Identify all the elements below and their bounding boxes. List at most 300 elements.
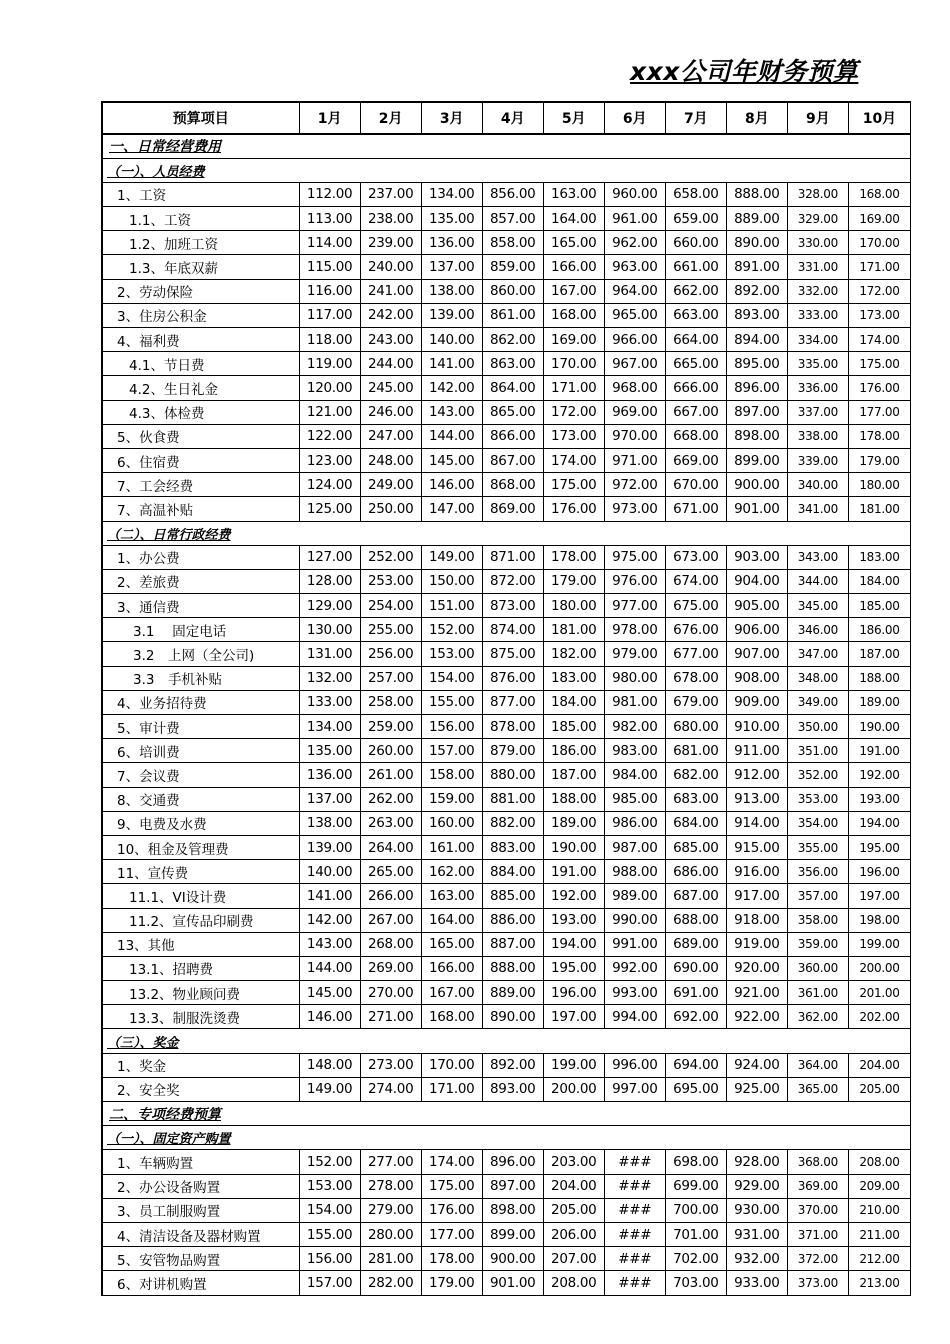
month-value: 675.00 xyxy=(665,594,726,618)
item-label: 2、劳动保险 xyxy=(102,279,299,303)
month-value: 194.00 xyxy=(543,932,604,956)
table-row xyxy=(102,956,911,980)
month-value: 867.00 xyxy=(482,448,543,472)
month-value: 970.00 xyxy=(604,424,665,448)
month-value: 155.00 xyxy=(299,1222,360,1246)
month-value: 190.00 xyxy=(848,715,910,739)
month-value: 161.00 xyxy=(421,835,482,859)
item-label: 3.1 固定电话 xyxy=(102,618,299,642)
subsection-row xyxy=(102,1126,911,1150)
month-value: 131.00 xyxy=(299,642,360,666)
month-value: 176.00 xyxy=(543,497,604,521)
month-value: 893.00 xyxy=(482,1077,543,1101)
month-value: 257.00 xyxy=(360,666,421,690)
month-value: 146.00 xyxy=(299,1005,360,1029)
month-value: 178.00 xyxy=(421,1247,482,1271)
month-value: 996.00 xyxy=(604,1053,665,1077)
item-label: 7、会议费 xyxy=(102,763,299,787)
month-value: 359.00 xyxy=(787,932,848,956)
month-value: 140.00 xyxy=(299,860,360,884)
month-value: 150.00 xyxy=(421,569,482,593)
month-value: 184.00 xyxy=(848,569,910,593)
month-value: 906.00 xyxy=(726,618,787,642)
month-value: 171.00 xyxy=(543,376,604,400)
month-value: 992.00 xyxy=(604,956,665,980)
month-value: 987.00 xyxy=(604,835,665,859)
month-value: 368.00 xyxy=(787,1150,848,1174)
month-value: 163.00 xyxy=(543,182,604,206)
month-value: 282.00 xyxy=(360,1271,421,1295)
month-value: 689.00 xyxy=(665,932,726,956)
month-value: 118.00 xyxy=(299,328,360,352)
month-value: 189.00 xyxy=(543,811,604,835)
month-value: 184.00 xyxy=(543,690,604,714)
month-value: 205.00 xyxy=(543,1198,604,1222)
col-header: 1月 xyxy=(299,102,360,134)
month-value: 979.00 xyxy=(604,642,665,666)
month-value: 673.00 xyxy=(665,545,726,569)
month-value: 684.00 xyxy=(665,811,726,835)
month-value: 900.00 xyxy=(726,473,787,497)
month-value: 973.00 xyxy=(604,497,665,521)
month-value: 694.00 xyxy=(665,1053,726,1077)
month-value: 145.00 xyxy=(299,981,360,1005)
table-row xyxy=(102,448,911,472)
month-value: 899.00 xyxy=(726,448,787,472)
month-value: 931.00 xyxy=(726,1222,787,1246)
table-row xyxy=(102,618,911,642)
month-value: 149.00 xyxy=(421,545,482,569)
month-value: 205.00 xyxy=(848,1077,910,1101)
month-value: 663.00 xyxy=(665,303,726,327)
item-label: 13.1、招聘费 xyxy=(102,956,299,980)
month-value: 266.00 xyxy=(360,884,421,908)
month-value: 878.00 xyxy=(482,715,543,739)
month-value: 128.00 xyxy=(299,569,360,593)
month-value: 179.00 xyxy=(421,1271,482,1295)
table-row xyxy=(102,497,911,521)
month-value: 254.00 xyxy=(360,594,421,618)
item-label: 2、安全奖 xyxy=(102,1077,299,1101)
item-label: 13.3、制服洗烫费 xyxy=(102,1005,299,1029)
month-value: 963.00 xyxy=(604,255,665,279)
month-value: 985.00 xyxy=(604,787,665,811)
item-label: 2、办公设备购置 xyxy=(102,1174,299,1198)
month-value: 984.00 xyxy=(604,763,665,787)
col-header: 3月 xyxy=(421,102,482,134)
month-value: 889.00 xyxy=(482,981,543,1005)
month-value: 252.00 xyxy=(360,545,421,569)
month-value: 658.00 xyxy=(665,182,726,206)
month-value: 127.00 xyxy=(299,545,360,569)
month-value: 147.00 xyxy=(421,497,482,521)
month-value: 917.00 xyxy=(726,884,787,908)
table-row xyxy=(102,642,911,666)
table-row xyxy=(102,545,911,569)
table-row xyxy=(102,231,911,255)
month-value: 898.00 xyxy=(726,424,787,448)
month-value: 187.00 xyxy=(848,642,910,666)
month-value: 112.00 xyxy=(299,182,360,206)
month-value: 887.00 xyxy=(482,932,543,956)
month-value: 157.00 xyxy=(421,739,482,763)
table-row xyxy=(102,1174,911,1198)
month-value: 113.00 xyxy=(299,207,360,231)
month-value: 245.00 xyxy=(360,376,421,400)
item-label: 6、对讲机购置 xyxy=(102,1271,299,1295)
month-value: 891.00 xyxy=(726,255,787,279)
month-value: 910.00 xyxy=(726,715,787,739)
table-row xyxy=(102,835,911,859)
subsection-label: （一）、人员经费 xyxy=(102,158,911,182)
month-value: 700.00 xyxy=(665,1198,726,1222)
month-value: 901.00 xyxy=(726,497,787,521)
month-value: 690.00 xyxy=(665,956,726,980)
month-value: 124.00 xyxy=(299,473,360,497)
month-value: 164.00 xyxy=(543,207,604,231)
col-header: 2月 xyxy=(360,102,421,134)
month-value: 194.00 xyxy=(848,811,910,835)
month-value: 241.00 xyxy=(360,279,421,303)
month-value: 239.00 xyxy=(360,231,421,255)
month-value: 337.00 xyxy=(787,400,848,424)
month-value: 921.00 xyxy=(726,981,787,1005)
table-row xyxy=(102,352,911,376)
month-value: 244.00 xyxy=(360,352,421,376)
month-value: 249.00 xyxy=(360,473,421,497)
month-value: 339.00 xyxy=(787,448,848,472)
month-value: 270.00 xyxy=(360,981,421,1005)
month-value: 932.00 xyxy=(726,1247,787,1271)
month-value: 258.00 xyxy=(360,690,421,714)
month-value: 172.00 xyxy=(848,279,910,303)
month-value: 897.00 xyxy=(482,1174,543,1198)
month-value: 156.00 xyxy=(421,715,482,739)
month-value: 898.00 xyxy=(482,1198,543,1222)
month-value: 687.00 xyxy=(665,884,726,908)
item-label: 4.2、生日礼金 xyxy=(102,376,299,400)
month-value: 165.00 xyxy=(421,932,482,956)
month-value: 155.00 xyxy=(421,690,482,714)
month-value: 176.00 xyxy=(848,376,910,400)
month-value: 142.00 xyxy=(299,908,360,932)
month-value: 175.00 xyxy=(848,352,910,376)
month-value: 142.00 xyxy=(421,376,482,400)
month-value: 208.00 xyxy=(543,1271,604,1295)
month-value: 961.00 xyxy=(604,207,665,231)
month-value: 168.00 xyxy=(848,182,910,206)
month-value: 866.00 xyxy=(482,424,543,448)
month-value: 174.00 xyxy=(421,1150,482,1174)
month-value: 269.00 xyxy=(360,956,421,980)
month-value: 192.00 xyxy=(848,763,910,787)
month-value: 192.00 xyxy=(543,884,604,908)
month-value: 888.00 xyxy=(482,956,543,980)
month-value: 148.00 xyxy=(299,1053,360,1077)
item-label: 1、车辆购置 xyxy=(102,1150,299,1174)
month-value: 922.00 xyxy=(726,1005,787,1029)
month-value: 117.00 xyxy=(299,303,360,327)
table-row xyxy=(102,182,911,206)
month-value: 364.00 xyxy=(787,1053,848,1077)
month-value: 125.00 xyxy=(299,497,360,521)
month-value: 200.00 xyxy=(848,956,910,980)
month-value: 193.00 xyxy=(848,787,910,811)
month-value: 899.00 xyxy=(482,1222,543,1246)
month-value: 336.00 xyxy=(787,376,848,400)
month-value: 896.00 xyxy=(482,1150,543,1174)
month-value: 908.00 xyxy=(726,666,787,690)
month-value: 859.00 xyxy=(482,255,543,279)
month-value: 268.00 xyxy=(360,932,421,956)
month-value: 191.00 xyxy=(543,860,604,884)
page-title: xxx公司年财务预算 xyxy=(630,57,859,86)
month-value: 972.00 xyxy=(604,473,665,497)
month-value: 352.00 xyxy=(787,763,848,787)
month-value: 207.00 xyxy=(543,1247,604,1271)
month-value: 193.00 xyxy=(543,908,604,932)
month-value: 348.00 xyxy=(787,666,848,690)
table-row xyxy=(102,207,911,231)
month-value: 874.00 xyxy=(482,618,543,642)
month-value: 919.00 xyxy=(726,932,787,956)
month-value: 240.00 xyxy=(360,255,421,279)
month-value: 191.00 xyxy=(848,739,910,763)
month-value: 971.00 xyxy=(604,448,665,472)
month-value: 238.00 xyxy=(360,207,421,231)
month-value: 993.00 xyxy=(604,981,665,1005)
month-value: 181.00 xyxy=(848,497,910,521)
month-value: 174.00 xyxy=(543,448,604,472)
month-value: 248.00 xyxy=(360,448,421,472)
col-header: 5月 xyxy=(543,102,604,134)
month-value: 680.00 xyxy=(665,715,726,739)
month-value: 170.00 xyxy=(543,352,604,376)
month-value: 154.00 xyxy=(421,666,482,690)
month-value: 188.00 xyxy=(848,666,910,690)
table-row xyxy=(102,594,911,618)
table-row xyxy=(102,787,911,811)
table-row xyxy=(102,255,911,279)
month-value: 686.00 xyxy=(665,860,726,884)
month-value: 361.00 xyxy=(787,981,848,1005)
month-value: 676.00 xyxy=(665,618,726,642)
month-value: 879.00 xyxy=(482,739,543,763)
month-value: 881.00 xyxy=(482,787,543,811)
month-value: 994.00 xyxy=(604,1005,665,1029)
month-value: 912.00 xyxy=(726,763,787,787)
month-value: 170.00 xyxy=(421,1053,482,1077)
month-value: 903.00 xyxy=(726,545,787,569)
table-row xyxy=(102,1077,911,1101)
item-label: 5、伙食费 xyxy=(102,424,299,448)
month-value: 860.00 xyxy=(482,279,543,303)
month-value: 211.00 xyxy=(848,1222,910,1246)
month-value: 925.00 xyxy=(726,1077,787,1101)
month-value: 983.00 xyxy=(604,739,665,763)
month-value: 180.00 xyxy=(543,594,604,618)
month-value: 157.00 xyxy=(299,1271,360,1295)
table-row xyxy=(102,328,911,352)
section-label: 一、日常经营费用 xyxy=(102,134,911,158)
month-value: 334.00 xyxy=(787,328,848,352)
month-value: 916.00 xyxy=(726,860,787,884)
month-value: 159.00 xyxy=(421,787,482,811)
month-value: ### xyxy=(604,1271,665,1295)
month-value: 933.00 xyxy=(726,1271,787,1295)
month-value: 172.00 xyxy=(543,400,604,424)
month-value: 167.00 xyxy=(421,981,482,1005)
month-value: 872.00 xyxy=(482,569,543,593)
month-value: 136.00 xyxy=(299,763,360,787)
month-value: 894.00 xyxy=(726,328,787,352)
table-row xyxy=(102,981,911,1005)
subsection-label: （三）、奖金 xyxy=(102,1029,911,1053)
month-value: 250.00 xyxy=(360,497,421,521)
month-value: 353.00 xyxy=(787,787,848,811)
month-value: 914.00 xyxy=(726,811,787,835)
month-value: 187.00 xyxy=(543,763,604,787)
item-label: 3.2 上网（全公司) xyxy=(102,642,299,666)
month-value: 171.00 xyxy=(421,1077,482,1101)
item-label: 11.2、宣传品印刷费 xyxy=(102,908,299,932)
item-label: 1.1、工资 xyxy=(102,207,299,231)
month-value: 182.00 xyxy=(543,642,604,666)
month-value: 679.00 xyxy=(665,690,726,714)
table-row xyxy=(102,376,911,400)
item-label: 1、奖金 xyxy=(102,1053,299,1077)
month-value: 262.00 xyxy=(360,787,421,811)
month-value: 137.00 xyxy=(421,255,482,279)
month-value: 152.00 xyxy=(299,1150,360,1174)
month-value: 982.00 xyxy=(604,715,665,739)
month-value: 243.00 xyxy=(360,328,421,352)
month-value: 196.00 xyxy=(848,860,910,884)
month-value: 670.00 xyxy=(665,473,726,497)
month-value: 173.00 xyxy=(848,303,910,327)
month-value: 281.00 xyxy=(360,1247,421,1271)
item-label: 4、福利费 xyxy=(102,328,299,352)
month-value: 135.00 xyxy=(421,207,482,231)
month-value: 858.00 xyxy=(482,231,543,255)
month-value: ### xyxy=(604,1198,665,1222)
month-value: 242.00 xyxy=(360,303,421,327)
month-value: 857.00 xyxy=(482,207,543,231)
month-value: 263.00 xyxy=(360,811,421,835)
month-value: 160.00 xyxy=(421,811,482,835)
month-value: 132.00 xyxy=(299,666,360,690)
month-value: 199.00 xyxy=(543,1053,604,1077)
month-value: 345.00 xyxy=(787,594,848,618)
month-value: 121.00 xyxy=(299,400,360,424)
month-value: 978.00 xyxy=(604,618,665,642)
month-value: 197.00 xyxy=(543,1005,604,1029)
month-value: 691.00 xyxy=(665,981,726,1005)
subsection-row xyxy=(102,1029,911,1053)
month-value: 206.00 xyxy=(543,1222,604,1246)
table-row xyxy=(102,690,911,714)
item-label: 11.1、VI设计费 xyxy=(102,884,299,908)
month-value: 669.00 xyxy=(665,448,726,472)
month-value: 681.00 xyxy=(665,739,726,763)
month-value: 209.00 xyxy=(848,1174,910,1198)
table-row xyxy=(102,666,911,690)
month-value: 369.00 xyxy=(787,1174,848,1198)
month-value: 884.00 xyxy=(482,860,543,884)
table-row xyxy=(102,715,911,739)
table-row xyxy=(102,400,911,424)
month-value: 178.00 xyxy=(543,545,604,569)
month-value: 333.00 xyxy=(787,303,848,327)
month-value: 185.00 xyxy=(543,715,604,739)
month-value: 200.00 xyxy=(543,1077,604,1101)
month-value: 120.00 xyxy=(299,376,360,400)
item-label: 9、电费及水费 xyxy=(102,811,299,835)
month-value: 177.00 xyxy=(848,400,910,424)
table-row xyxy=(102,1271,911,1295)
month-value: 197.00 xyxy=(848,884,910,908)
item-label: 5、安管物品购置 xyxy=(102,1247,299,1271)
month-value: 856.00 xyxy=(482,182,543,206)
item-label: 3、员工制服购置 xyxy=(102,1198,299,1222)
month-value: 259.00 xyxy=(360,715,421,739)
month-value: 682.00 xyxy=(665,763,726,787)
month-value: 331.00 xyxy=(787,255,848,279)
month-value: 370.00 xyxy=(787,1198,848,1222)
month-value: 683.00 xyxy=(665,787,726,811)
month-value: 892.00 xyxy=(726,279,787,303)
month-value: 119.00 xyxy=(299,352,360,376)
month-value: 699.00 xyxy=(665,1174,726,1198)
month-value: 154.00 xyxy=(299,1198,360,1222)
budget-body xyxy=(102,134,911,1295)
month-value: 877.00 xyxy=(482,690,543,714)
month-value: 360.00 xyxy=(787,956,848,980)
month-value: 279.00 xyxy=(360,1198,421,1222)
month-value: 355.00 xyxy=(787,835,848,859)
month-value: 116.00 xyxy=(299,279,360,303)
month-value: 907.00 xyxy=(726,642,787,666)
header-row xyxy=(102,102,911,134)
month-value: 264.00 xyxy=(360,835,421,859)
item-label: 7、工会经费 xyxy=(102,473,299,497)
month-value: 144.00 xyxy=(299,956,360,980)
month-value: 185.00 xyxy=(848,594,910,618)
month-value: 869.00 xyxy=(482,497,543,521)
month-value: 163.00 xyxy=(421,884,482,908)
month-value: 247.00 xyxy=(360,424,421,448)
month-value: ### xyxy=(604,1247,665,1271)
month-value: 863.00 xyxy=(482,352,543,376)
col-header: 9月 xyxy=(787,102,848,134)
month-value: 152.00 xyxy=(421,618,482,642)
month-value: 356.00 xyxy=(787,860,848,884)
month-value: 685.00 xyxy=(665,835,726,859)
item-label: 4.1、节日费 xyxy=(102,352,299,376)
month-value: 195.00 xyxy=(543,956,604,980)
month-value: 204.00 xyxy=(543,1174,604,1198)
subsection-row xyxy=(102,521,911,545)
month-value: 256.00 xyxy=(360,642,421,666)
month-value: 164.00 xyxy=(421,908,482,932)
table-row xyxy=(102,811,911,835)
month-value: 354.00 xyxy=(787,811,848,835)
month-value: 212.00 xyxy=(848,1247,910,1271)
month-value: 967.00 xyxy=(604,352,665,376)
month-value: 864.00 xyxy=(482,376,543,400)
budget-table xyxy=(101,101,911,1296)
month-value: 340.00 xyxy=(787,473,848,497)
